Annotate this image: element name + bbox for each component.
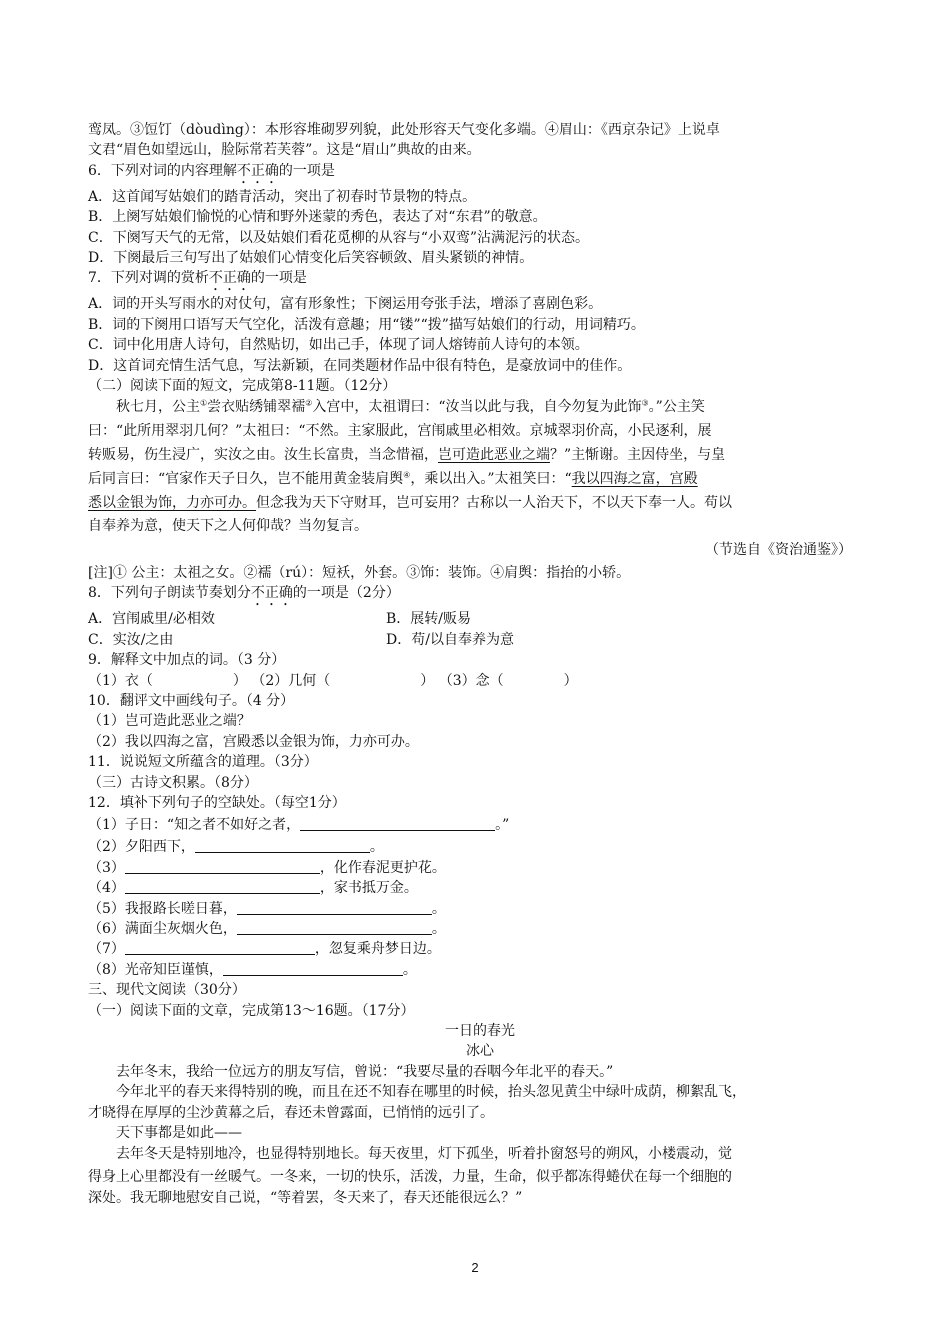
q12-line-3 — [88, 858, 872, 878]
footnote-mark: ② — [305, 398, 313, 408]
question-7-stem — [88, 268, 872, 294]
q6-option-d: D．下阕最后三句写出了姑娘们心情变化后笑容顿敛、眉头紧锁的神情。 — [88, 250, 534, 267]
passage-line-6: 自奉养为意，使天下之人何仰哉？当勿复言。 — [88, 518, 368, 535]
q12-text: 。 — [431, 920, 446, 937]
passage-line-2: 曰：“此所用翠羽几何？”太祖曰：“不然。主家服此，宫闱戚里必相效。京城翠羽价高，小民逐利，展 — [88, 423, 712, 440]
q8-emphasis: 不正确 — [250, 585, 293, 602]
q12-text: （6）满面尘灰烟火色， — [88, 920, 237, 937]
q12-line-6 — [88, 919, 872, 939]
passage-text: 入宫中，太祖谓曰：“汝当以此与我，自今勿复为此饰 — [312, 399, 642, 416]
q12-text: （4） — [88, 880, 125, 897]
q8-options-row-1 — [88, 609, 872, 629]
q12-text: ，化作春泥更护花。 — [319, 859, 446, 876]
q7-stem-pre: 7．下列对调的赏析 — [88, 270, 209, 287]
q7-option-a: A．词的开头写雨水的对仗句，富有形象性；下阕运用夸张手法，增添了喜剧色彩。 — [88, 296, 603, 313]
q8-stem-pre: 8．下列句子朗读节奏划分 — [88, 585, 251, 602]
q12-line-7 — [88, 939, 872, 959]
q8-option-b: B．展转/贩易 — [386, 611, 472, 628]
part-3-sub-heading: （一）阅读下面的文章，完成第13～16题。（17分） — [88, 1002, 415, 1019]
passage-line-3 — [88, 444, 872, 468]
q8-stem-post: 的一项是（2分） — [292, 585, 400, 602]
q8-option-a: A．宫闱戚里/必相效 — [88, 611, 215, 628]
fill-blank[interactable] — [195, 838, 370, 853]
q9-item-2: ） （2）几何（ — [232, 672, 331, 689]
article-paragraph-4-line-3: 深处。我无聊地慰安自己说，“等着罢，冬天来了，春天还能很远么？” — [88, 1189, 523, 1206]
article-paragraph-4-line-1: 去年冬天是特别地冷，也显得特别地长。每天夜里，灯下孤坐，听着扑窗怒号的朔风，小楼震动，觉 — [116, 1146, 732, 1163]
article-paragraph-2-line-2: 才晓得在厚厚的尘沙黄幕之后，春还未曾露面，已悄悄的远引了。 — [88, 1104, 494, 1121]
q6-emphasis: 不正确 — [236, 162, 279, 179]
passage-text: 转贩易，伤生浸广，实汝之由。汝生长富贵，当念惜福， — [88, 447, 438, 464]
part-3-heading: 三、现代文阅读（30分） — [88, 982, 246, 999]
footnote-mark: ③ — [641, 398, 649, 408]
passage-text: 秋七月，公主 — [116, 399, 200, 416]
q9-item-close: ） — [563, 672, 578, 689]
q8-options-row-2 — [88, 630, 872, 650]
question-6-stem — [88, 161, 872, 187]
article-paragraph-3: 天下事都是如此—— — [116, 1125, 242, 1141]
exam-page — [88, 120, 872, 1208]
q7-option-d: D．这首词充情生活气息，写法新颖，在同类题材作品中很有特色，是豪放词中的佳作。 — [88, 357, 632, 374]
passage-line-1 — [88, 396, 872, 420]
passage-text: 后同言曰：“官家作天子日久，岂不能用黄金装肩舆 — [88, 470, 404, 487]
q7-stem-post: 的一项是 — [250, 270, 307, 287]
fill-blank[interactable] — [300, 816, 495, 831]
q6-stem-post: 的一项是 — [278, 162, 335, 179]
q6-option-a: A．这首闻写姑娘们的踏青活动，突出了初春时节景物的特点。 — [88, 188, 477, 205]
q8-option-d: D．苟/以自奉养为意 — [386, 631, 514, 648]
fill-blank[interactable] — [125, 879, 320, 894]
underlined-sentence-1: 岂可造此恶业之端 — [438, 447, 550, 464]
article-paragraph-2-line-1: 今年北平的春天来得特别的晚，而且在还不知春在哪里的时候，抬头忽见黄尘中绿叶成荫，柳絮乱飞， — [116, 1084, 746, 1101]
q12-text: （7） — [88, 941, 125, 958]
q12-text: 。 — [402, 961, 417, 978]
q7-option-b: B．词的下阕用口语写天气空化，活泼有意趣；用“镂”“拨”描写姑娘们的行动，用词精巧。 — [88, 316, 645, 333]
question-12-stem: 12．填补下列句子的空缺处。（每空1分） — [88, 795, 346, 812]
fill-blank[interactable] — [125, 940, 315, 955]
q9-item-3: ） （3）念（ — [420, 672, 504, 689]
article-author: 冰心 — [466, 1043, 494, 1060]
q12-line-2 — [88, 837, 872, 857]
q7-option-c: C．词中化用唐人诗句，自然贴切，如出己手，体现了词人熔铸前人诗句的本领。 — [88, 337, 589, 354]
q8-option-c: C．实汝/之由 — [88, 631, 174, 648]
q12-line-8 — [88, 960, 872, 980]
passage-line-4 — [88, 468, 872, 492]
q7-emphasis: 不正确 — [208, 270, 251, 287]
passage-line-5 — [88, 492, 872, 516]
question-11-stem: 11．说说短文所蕴含的道理。（3分） — [88, 754, 318, 771]
q12-text: （2）夕阳西下， — [88, 839, 195, 856]
q12-text: （5）我报路长嗟日暮， — [88, 900, 237, 917]
fill-blank[interactable] — [125, 859, 320, 874]
article-paragraph-4-line-2: 得身上心里都没有一丝暖气。一冬来，一切的快乐，活泼，力量，生命，似乎都冻得蜷伏在每一个细胞的 — [88, 1169, 732, 1186]
page-number: 2 — [471, 1260, 479, 1275]
question-10-stem: 10．翻评文中画线句子。（4 分） — [88, 693, 295, 710]
question-9-stem: 9．解释文中加点的词。（3 分） — [88, 652, 286, 669]
q12-text: ，家书抵万金。 — [319, 880, 418, 897]
q12-text: 。 — [369, 839, 384, 856]
passage-source: （节选自《资治通鉴》） — [705, 542, 852, 559]
underlined-sentence-2-cont: 悉以金银为饰，力亦可办。 — [88, 494, 256, 511]
question-8-stem — [88, 583, 872, 609]
footnote-mark: ① — [200, 398, 208, 408]
fill-blank[interactable] — [237, 920, 432, 935]
q12-line-1 — [88, 814, 872, 838]
article-paragraph-1: 去年冬末，我给一位远方的朋友写信，曾说：“我要尽量的吞咽今年北平的春天。” — [116, 1063, 614, 1080]
article-title: 一日的春光 — [445, 1022, 515, 1039]
q12-text: （8）光帝知臣谨慎， — [88, 961, 223, 978]
q12-line-4 — [88, 878, 872, 898]
q12-text: ，忽复乘舟梦日边。 — [314, 941, 441, 958]
passage-text: ，乘以出入。”太祖笑曰：“ — [410, 470, 572, 487]
q12-text: （3） — [88, 859, 125, 876]
fill-blank[interactable] — [223, 961, 403, 976]
passage-text: 但念我为天下守财耳，岂可妄用？古称以一人治天下，不以天下奉一人。苟以 — [256, 494, 732, 511]
passage-text: ？”主惭谢。主因侍坐，与皇 — [550, 447, 726, 464]
passage-notes: [注]① 公主：太祖之女。②襦（rú）：短袄，外套。③饰：装饰。④肩舆：指抬的小轿。 — [88, 565, 631, 582]
notes-continuation-line-2: 文君“眉色如望远山，脸际常若芙蓉”。这是“眉山”典故的由来。 — [88, 142, 481, 159]
footnote-mark: ④ — [403, 470, 411, 480]
q12-text: 。” — [495, 816, 510, 833]
q9-item-1: （1）衣（ — [88, 672, 153, 689]
q12-text: 。 — [431, 900, 446, 917]
underlined-sentence-2: 我以四海之富，宫殿 — [571, 470, 698, 487]
fill-blank[interactable] — [237, 900, 432, 915]
q12-text: （1）子日：“知之者不如好之者， — [88, 816, 301, 833]
passage-text: 尝衣贴绣铺翠襦 — [207, 399, 306, 416]
passage-text: 。”公主笑 — [648, 399, 705, 416]
notes-continuation-line-1: 鸾凤。③饾饤（dòudìng）：本形容堆砌罗列貌，此处形容天气变化多端。④眉山：《西京杂记》上说卓 — [88, 122, 720, 138]
q12-line-5 — [88, 899, 872, 919]
section-3-heading: （三）古诗文积累。（8分） — [88, 774, 258, 791]
q9-items — [88, 671, 872, 691]
q6-option-c: C．下阕写天气的无常，以及姑娘们看花觅柳的从容与“小双鸾”沾满泥污的状态。 — [88, 229, 590, 246]
section-2-heading: （二）阅读下面的短文，完成第8-11题。（12分） — [88, 378, 397, 395]
q10-item-2: （2）我以四海之富，宫殿悉以金银为饰，力亦可办。 — [88, 733, 419, 750]
q10-item-1: （1）岂可造此恶业之端？ — [88, 713, 251, 730]
q6-option-b: B．上阕写姑娘们愉悦的心情和野外迷蒙的秀色，表达了对“东君”的敬意。 — [88, 209, 547, 226]
q6-stem-pre: 6．下列对词的内容理解 — [88, 162, 237, 179]
